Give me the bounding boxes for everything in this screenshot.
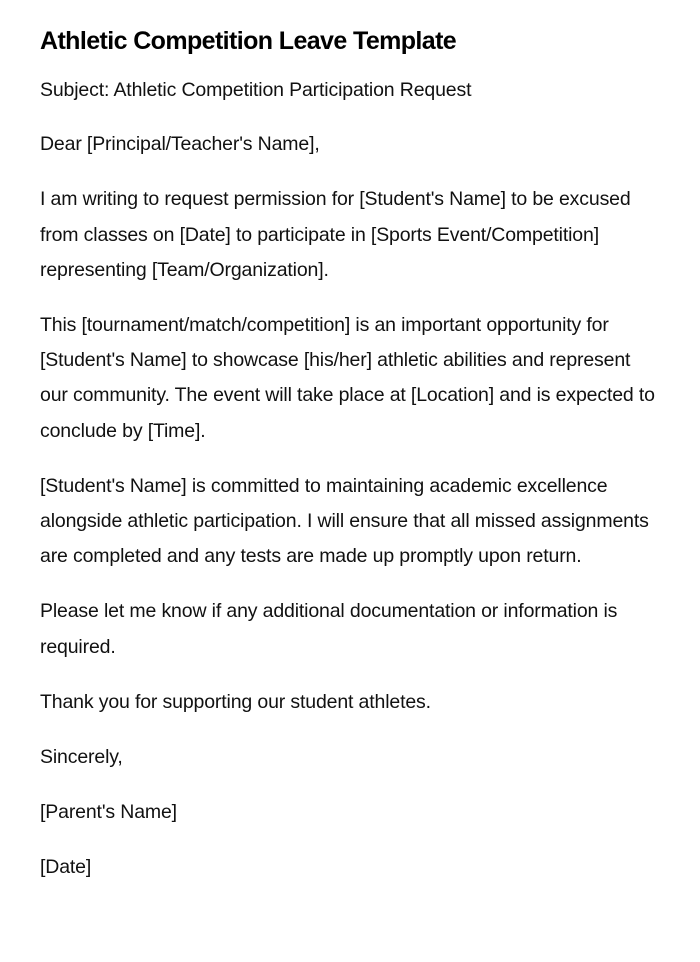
subject-line: Subject: Athletic Competition Participation Request: [40, 79, 472, 101]
body-paragraph-commitment: [Student's Name] is committed to maintaining academic excellence alongside athletic participation. I will ensure that all missed assignments are completed and any tests are made up promptly upon return.: [40, 474, 649, 568]
body-paragraph-documentation: Please let me know if any additional documentation or information is required.: [40, 600, 618, 658]
body-paragraph-event: This [tournament/match/competition] is an important opportunity for [Student's Name] to showcase [his/her] athletic abilities and represent our community. The event will take place at [Location] and is expected to conclude by [Time].: [40, 314, 655, 442]
salutation: Dear [Principal/Teacher's Name],: [40, 133, 320, 156]
document-title: Athletic Competition Leave Template: [40, 27, 457, 55]
body-paragraph-request: I am writing to request permission for [Student's Name] to be excused from classes on [Date] to participate in [Sports Event/Competition] representing [Team/Organization].: [40, 188, 631, 281]
body-paragraph-thanks: Thank you for supporting our student athletes.: [40, 690, 431, 713]
closing: Sincerely,: [40, 746, 123, 769]
signature-name: [Parent's Name]: [40, 801, 177, 824]
signature-date: [Date]: [40, 856, 92, 879]
